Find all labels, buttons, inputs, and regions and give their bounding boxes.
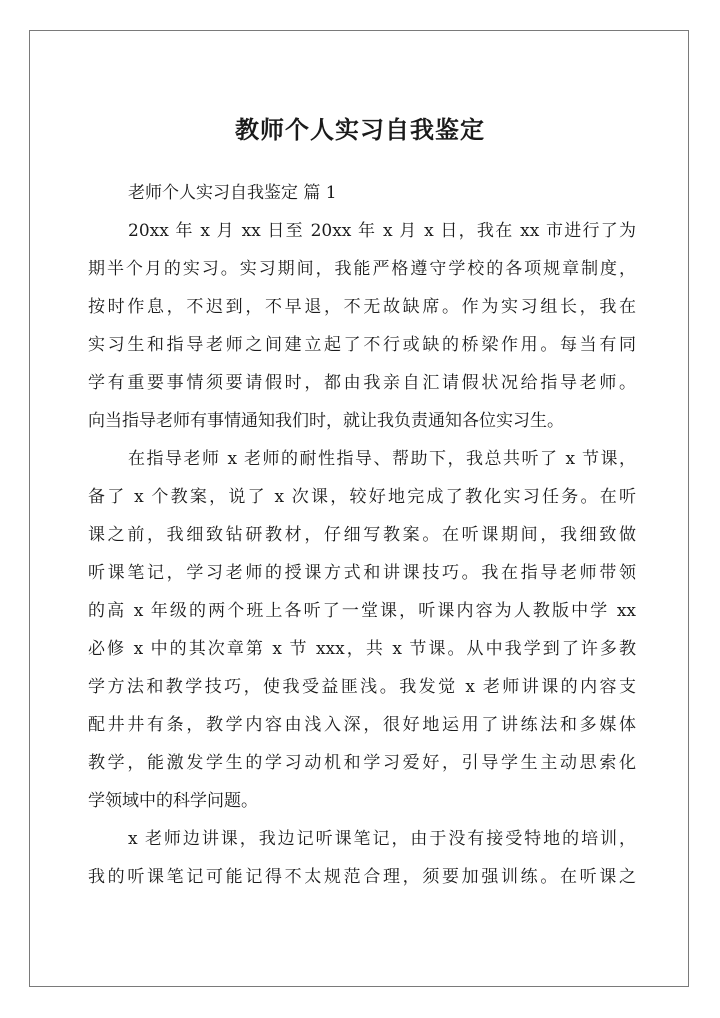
paragraph-line: 实习生和指导老师之间建立起了不行或缺的桥梁作用。每当有同 [88, 335, 636, 355]
paragraph-line: 课之前，我细致钻研教材，仔细写教案。在听课期间，我细致做 [88, 525, 636, 545]
paragraph-line: 20xx 年 x 月 xx 日至 20xx 年 x 月 x 日，我在 xx 市进行了为 [128, 221, 636, 241]
paragraph-line: 的高 x 年级的两个班上各听了一堂课，听课内容为人教版中学 xx [88, 601, 636, 621]
section-heading: 老师个人实习自我鉴定 篇 1 [128, 183, 337, 203]
paragraph-line: 教学，能激发学生的学习动机和学习爱好，引导学生主动思索化 [88, 753, 636, 773]
document-title: 教师个人实习自我鉴定 [235, 115, 485, 144]
paragraph-line: 按时作息，不迟到，不早退，不无故缺席。作为实习组长，我在 [88, 297, 636, 317]
paragraph-line: 在指导老师 x 老师的耐性指导、帮助下，我总共听了 x 节课， [128, 449, 636, 469]
paragraph-line: x 老师边讲课，我边记听课笔记，由于没有接受特地的培训， [128, 829, 636, 849]
paragraph-line: 配井井有条，教学内容由浅入深，很好地运用了讲练法和多媒体 [88, 715, 636, 735]
paragraph-line: 学有重要事情须要请假时，都由我亲自汇请假状况给指导老师。 [88, 373, 636, 393]
paragraph-line: 备了 x 个教案，说了 x 次课，较好地完成了教化实习任务。在听 [88, 487, 636, 507]
paragraph-line: 学方法和教学技巧，使我受益匪浅。我发觉 x 老师讲课的内容支 [88, 677, 636, 697]
paragraph-line: 向当指导老师有事情通知我们时，就让我负责通知各位实习生。 [88, 411, 564, 431]
paragraph-line: 学领域中的科学问题。 [88, 791, 258, 811]
paragraph-line: 听课笔记，学习老师的授课方式和讲课技巧。我在指导老师带领 [88, 563, 636, 583]
paragraph-line: 我的听课笔记可能记得不太规范合理，须要加强训练。在听课之 [88, 867, 636, 887]
paragraph-line: 必修 x 中的其次章第 x 节 xxx，共 x 节课。从中我学到了许多教 [88, 639, 636, 659]
paragraph-line: 期半个月的实习。实习期间，我能严格遵守学校的各项规章制度， [88, 259, 636, 279]
